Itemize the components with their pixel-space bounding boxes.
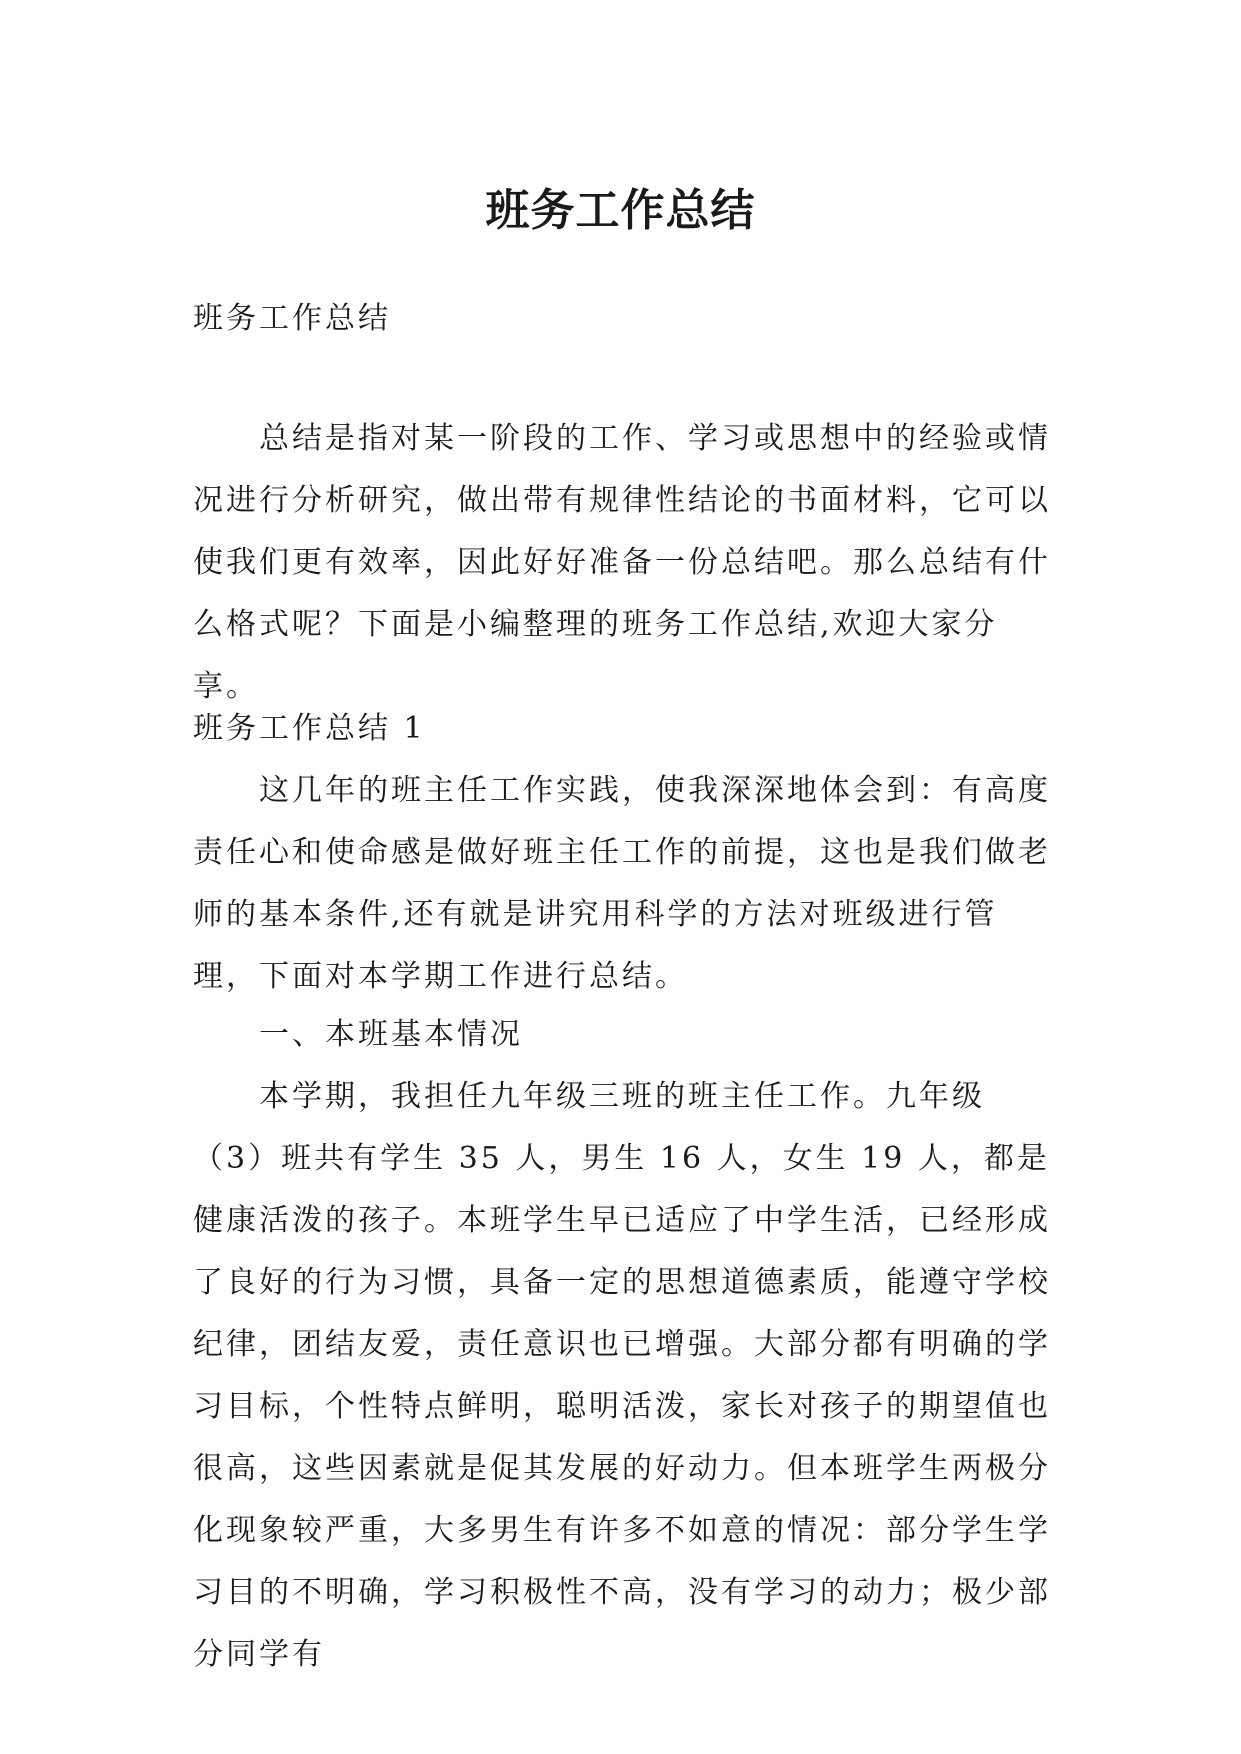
paragraph-2: 本学期，我担任九年级三班的班主任工作。九年级（3）班共有学生 35 人，男生 16 人，女生 19 人，都是健康活泼的孩子。本班学生早已适应了中学生活，已经形成了良好的行为习惯，具备一定的思想道德素质，能遵守学校纪律，团结友爱，责任意识也已增强。大部分都有明确的学习目标，个性特点鲜明，聪明活泼，家长对孩子的期望值也很高，这些因素就是促其发展的好动力。但本班学生两极分化现象较严重，大多男生有许多不如意的情况：部分学生学习目的不明确，学习积极性不高，没有学习的动力；极少部分同学有 <box>193 1079 1051 1672</box>
paragraph-1: 这几年的班主任工作实践，使我深深地体会到：有高度责任心和使命感是做好班主任工作的前提，这也是我们做老师的基本条件,还有就是讲究用科学的方法对班级进行管理，下面对本学期工作进行总结。 <box>193 773 1051 994</box>
section-heading: 班务工作总结 1 <box>193 711 426 746</box>
heading-basic-situation: 一、本班基本情况 <box>259 1017 523 1052</box>
document-subtitle: 班务工作总结 <box>193 301 391 336</box>
intro-paragraph: 总结是指对某一阶段的工作、学习或思想中的经验或情况进行分析研究，做出带有规律性结论的书面材料，它可以使我们更有效率，因此好好准备一份总结吧。那么总结有什么格式呢？下面是小编整理的班务工作总结,欢迎大家分享。 <box>193 421 1051 704</box>
document-title: 班务工作总结 <box>485 185 756 237</box>
